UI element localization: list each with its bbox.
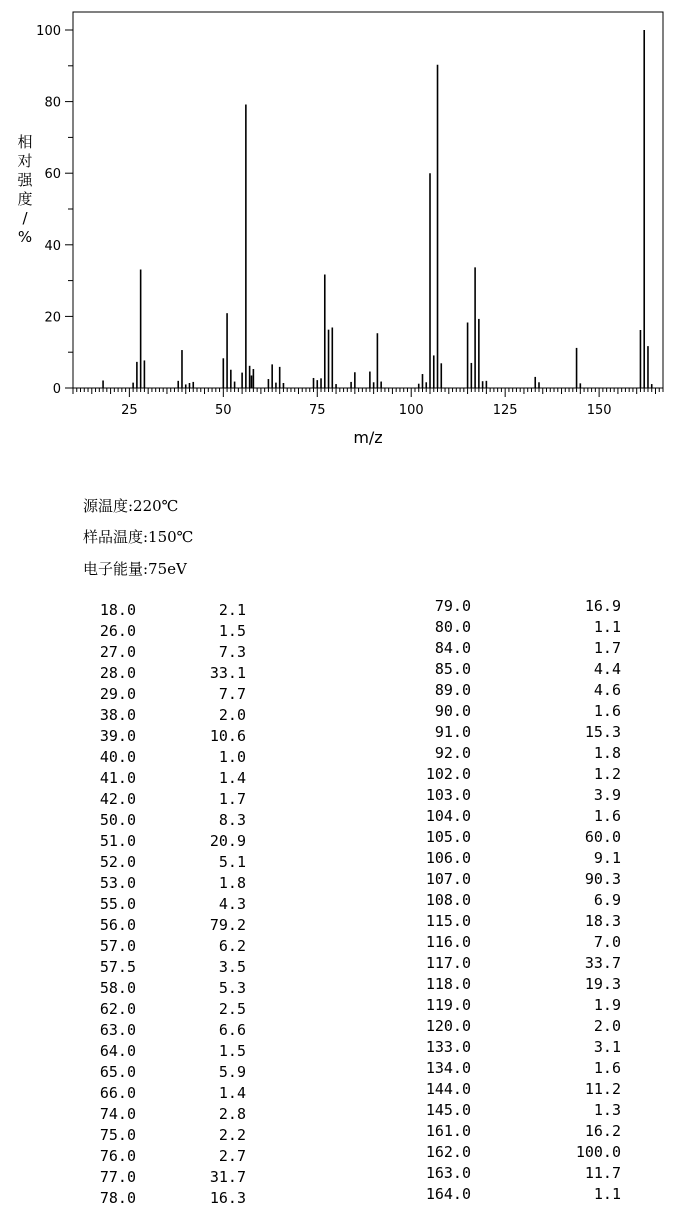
sample-temperature: 样品温度:150℃ xyxy=(83,528,194,546)
table-row xyxy=(340,1058,687,1079)
table-row xyxy=(340,869,687,890)
mz-value: 75.0 xyxy=(99,1126,136,1144)
table-row xyxy=(340,1037,687,1058)
table-row xyxy=(340,995,687,1016)
intensity-value: 19.3 xyxy=(584,975,621,993)
x-tick-label: 125 xyxy=(492,403,518,418)
mz-value: 118.0 xyxy=(425,975,471,993)
y-axis xyxy=(36,24,73,397)
y-tick-label: 80 xyxy=(44,95,61,111)
intensity-value: 6.9 xyxy=(593,891,621,909)
table-row xyxy=(340,617,687,638)
table-row xyxy=(0,852,340,873)
intensity-value: 1.5 xyxy=(218,1042,246,1060)
intensity-value: 31.7 xyxy=(209,1168,246,1186)
table-row xyxy=(0,684,340,705)
mz-value: 85.0 xyxy=(434,660,471,678)
intensity-value: 3.5 xyxy=(218,958,246,976)
intensity-value: 100.0 xyxy=(575,1143,621,1161)
table-row xyxy=(340,1100,687,1121)
intensity-value: 2.0 xyxy=(218,706,246,724)
intensity-value: 1.7 xyxy=(593,639,621,657)
table-row xyxy=(340,1163,687,1184)
table-row xyxy=(340,848,687,869)
table-row xyxy=(0,978,340,999)
mz-value: 134.0 xyxy=(425,1059,471,1077)
table-row xyxy=(0,1041,340,1062)
mz-value: 91.0 xyxy=(434,723,471,741)
intensity-value: 3.9 xyxy=(593,786,621,804)
mz-value: 40.0 xyxy=(99,748,136,766)
mz-value: 65.0 xyxy=(99,1063,136,1081)
mz-value: 84.0 xyxy=(434,639,471,657)
mz-value: 38.0 xyxy=(99,706,136,724)
mass-spectrum-chart xyxy=(0,0,687,460)
mz-value: 29.0 xyxy=(99,685,136,703)
intensity-value: 5.9 xyxy=(218,1063,246,1081)
x-tick-label: 50 xyxy=(215,403,232,418)
mz-value: 58.0 xyxy=(99,979,136,997)
y-axis-label-char: 对 xyxy=(17,152,33,170)
intensity-value: 10.6 xyxy=(209,727,246,745)
table-row xyxy=(340,596,687,617)
intensity-value: 1.2 xyxy=(593,765,621,783)
mz-value: 104.0 xyxy=(425,807,471,825)
mz-value: 50.0 xyxy=(99,811,136,829)
mz-value: 164.0 xyxy=(425,1185,471,1203)
intensity-value: 5.1 xyxy=(218,853,246,871)
intensity-value: 16.2 xyxy=(584,1122,621,1140)
intensity-value: 16.3 xyxy=(209,1189,246,1207)
intensity-value: 1.9 xyxy=(593,996,621,1014)
intensity-value: 15.3 xyxy=(584,723,621,741)
mz-value: 42.0 xyxy=(99,790,136,808)
mz-value: 105.0 xyxy=(425,828,471,846)
intensity-value: 1.1 xyxy=(593,1185,621,1203)
mz-value: 39.0 xyxy=(99,727,136,745)
table-row xyxy=(0,1125,340,1146)
intensity-value: 2.8 xyxy=(218,1105,246,1123)
table-row xyxy=(340,932,687,953)
y-axis-label-char: 相 xyxy=(17,133,33,151)
peak-table-right xyxy=(340,596,687,1205)
x-tick-label: 100 xyxy=(398,403,424,418)
mz-value: 103.0 xyxy=(425,786,471,804)
intensity-value: 1.8 xyxy=(218,874,246,892)
table-row xyxy=(0,1188,340,1209)
intensity-value: 2.1 xyxy=(218,601,246,619)
x-tick-label: 150 xyxy=(586,403,612,418)
mz-value: 108.0 xyxy=(425,891,471,909)
intensity-value: 33.7 xyxy=(584,954,621,972)
y-tick-label: 20 xyxy=(44,310,61,326)
intensity-value: 1.8 xyxy=(593,744,621,762)
peak-series xyxy=(103,30,652,388)
intensity-value: 2.7 xyxy=(218,1147,246,1165)
intensity-value: 1.5 xyxy=(218,622,246,640)
x-axis-label: m/z xyxy=(353,428,383,447)
intensity-value: 11.7 xyxy=(584,1164,621,1182)
table-row xyxy=(0,999,340,1020)
mz-value: 28.0 xyxy=(99,664,136,682)
intensity-value: 11.2 xyxy=(584,1080,621,1098)
intensity-value: 79.2 xyxy=(209,916,246,934)
table-row xyxy=(340,638,687,659)
mz-value: 107.0 xyxy=(425,870,471,888)
table-row xyxy=(0,663,340,684)
mz-value: 115.0 xyxy=(425,912,471,930)
table-row xyxy=(0,600,340,621)
mz-value: 78.0 xyxy=(99,1189,136,1207)
x-tick-label: 25 xyxy=(121,403,138,418)
intensity-value: 5.3 xyxy=(218,979,246,997)
y-tick-label: 100 xyxy=(36,24,61,39)
table-row xyxy=(0,810,340,831)
intensity-value: 4.3 xyxy=(218,895,246,913)
y-tick-label: 40 xyxy=(44,238,61,254)
table-row xyxy=(340,680,687,701)
mz-value: 57.5 xyxy=(99,958,136,976)
table-row xyxy=(340,1079,687,1100)
y-axis-label xyxy=(17,133,33,246)
x-axis xyxy=(73,388,663,418)
mz-value: 163.0 xyxy=(425,1164,471,1182)
intensity-value: 1.4 xyxy=(218,1084,246,1102)
y-tick-label: 60 xyxy=(44,167,61,183)
intensity-value: 7.7 xyxy=(218,685,246,703)
table-row xyxy=(340,743,687,764)
plot-frame xyxy=(73,12,663,388)
table-row xyxy=(0,1167,340,1188)
mz-value: 41.0 xyxy=(99,769,136,787)
mz-value: 63.0 xyxy=(99,1021,136,1039)
source-temperature: 源温度:220℃ xyxy=(83,497,179,515)
table-row xyxy=(340,1142,687,1163)
mz-value: 76.0 xyxy=(99,1147,136,1165)
intensity-value: 18.3 xyxy=(584,912,621,930)
intensity-value: 8.3 xyxy=(218,811,246,829)
mz-value: 27.0 xyxy=(99,643,136,661)
mz-value: 79.0 xyxy=(434,597,471,615)
y-axis-label-char: % xyxy=(17,228,33,246)
intensity-value: 9.1 xyxy=(593,849,621,867)
table-row xyxy=(340,974,687,995)
table-row xyxy=(0,1083,340,1104)
table-row xyxy=(0,1104,340,1125)
table-row xyxy=(0,621,340,642)
y-axis-label-char: 度 xyxy=(17,190,33,208)
intensity-value: 7.0 xyxy=(593,933,621,951)
intensity-value: 60.0 xyxy=(584,828,621,846)
y-tick-label: 0 xyxy=(52,382,61,397)
mz-value: 80.0 xyxy=(434,618,471,636)
mz-value: 116.0 xyxy=(425,933,471,951)
intensity-value: 4.4 xyxy=(593,660,621,678)
table-row xyxy=(0,1146,340,1167)
mz-value: 120.0 xyxy=(425,1017,471,1035)
table-row xyxy=(0,936,340,957)
mz-value: 133.0 xyxy=(425,1038,471,1056)
intensity-value: 16.9 xyxy=(584,597,621,615)
intensity-value: 2.2 xyxy=(218,1126,246,1144)
mz-value: 51.0 xyxy=(99,832,136,850)
table-row xyxy=(340,785,687,806)
mz-value: 64.0 xyxy=(99,1042,136,1060)
table-row xyxy=(0,957,340,978)
x-tick-label: 75 xyxy=(308,403,326,418)
table-row xyxy=(340,1016,687,1037)
intensity-value: 1.6 xyxy=(593,807,621,825)
table-row xyxy=(0,705,340,726)
table-row xyxy=(0,1062,340,1083)
mz-value: 144.0 xyxy=(425,1080,471,1098)
table-row xyxy=(340,806,687,827)
mz-value: 57.0 xyxy=(99,937,136,955)
intensity-value: 90.3 xyxy=(584,870,621,888)
table-row xyxy=(340,1121,687,1142)
table-row xyxy=(0,726,340,747)
intensity-value: 1.7 xyxy=(218,790,246,808)
mz-value: 18.0 xyxy=(99,601,136,619)
mz-value: 145.0 xyxy=(425,1101,471,1119)
intensity-value: 4.6 xyxy=(593,681,621,699)
table-row xyxy=(0,768,340,789)
intensity-value: 2.0 xyxy=(593,1017,621,1035)
intensity-value: 1.1 xyxy=(593,618,621,636)
mz-value: 26.0 xyxy=(99,622,136,640)
table-row xyxy=(340,764,687,785)
mz-value: 52.0 xyxy=(99,853,136,871)
mz-value: 162.0 xyxy=(425,1143,471,1161)
intensity-value: 3.1 xyxy=(593,1038,621,1056)
table-row xyxy=(0,894,340,915)
mz-value: 53.0 xyxy=(99,874,136,892)
table-row xyxy=(340,701,687,722)
table-row xyxy=(0,915,340,936)
y-axis-label-char: 强 xyxy=(17,171,33,189)
mz-value: 55.0 xyxy=(99,895,136,913)
table-row xyxy=(340,890,687,911)
mz-value: 90.0 xyxy=(434,702,471,720)
intensity-value: 20.9 xyxy=(209,832,246,850)
mz-value: 92.0 xyxy=(434,744,471,762)
mz-value: 119.0 xyxy=(425,996,471,1014)
mz-value: 89.0 xyxy=(434,681,471,699)
table-row xyxy=(0,747,340,768)
table-row xyxy=(340,827,687,848)
intensity-value: 1.6 xyxy=(593,1059,621,1077)
mz-value: 117.0 xyxy=(425,954,471,972)
mz-value: 62.0 xyxy=(99,1000,136,1018)
intensity-value: 7.3 xyxy=(218,643,246,661)
intensity-value: 2.5 xyxy=(218,1000,246,1018)
mz-value: 161.0 xyxy=(425,1122,471,1140)
table-row xyxy=(340,953,687,974)
mz-value: 66.0 xyxy=(99,1084,136,1102)
mz-value: 56.0 xyxy=(99,916,136,934)
table-row xyxy=(340,722,687,743)
intensity-value: 6.6 xyxy=(218,1021,246,1039)
intensity-value: 1.4 xyxy=(218,769,246,787)
table-row xyxy=(0,642,340,663)
y-axis-label-char: / xyxy=(22,209,28,227)
table-row xyxy=(0,1020,340,1041)
mz-value: 74.0 xyxy=(99,1105,136,1123)
table-row xyxy=(0,789,340,810)
electron-energy: 电子能量:75eV xyxy=(83,560,187,578)
intensity-value: 33.1 xyxy=(209,664,246,682)
table-row xyxy=(0,873,340,894)
intensity-value: 1.3 xyxy=(593,1101,621,1119)
intensity-value: 1.6 xyxy=(593,702,621,720)
intensity-value: 1.0 xyxy=(218,748,246,766)
table-row xyxy=(340,659,687,680)
table-row xyxy=(0,831,340,852)
table-row xyxy=(340,911,687,932)
peak-table-left xyxy=(0,600,340,1209)
intensity-value: 6.2 xyxy=(218,937,246,955)
mz-value: 106.0 xyxy=(425,849,471,867)
mz-value: 102.0 xyxy=(425,765,471,783)
mz-value: 77.0 xyxy=(99,1168,136,1186)
